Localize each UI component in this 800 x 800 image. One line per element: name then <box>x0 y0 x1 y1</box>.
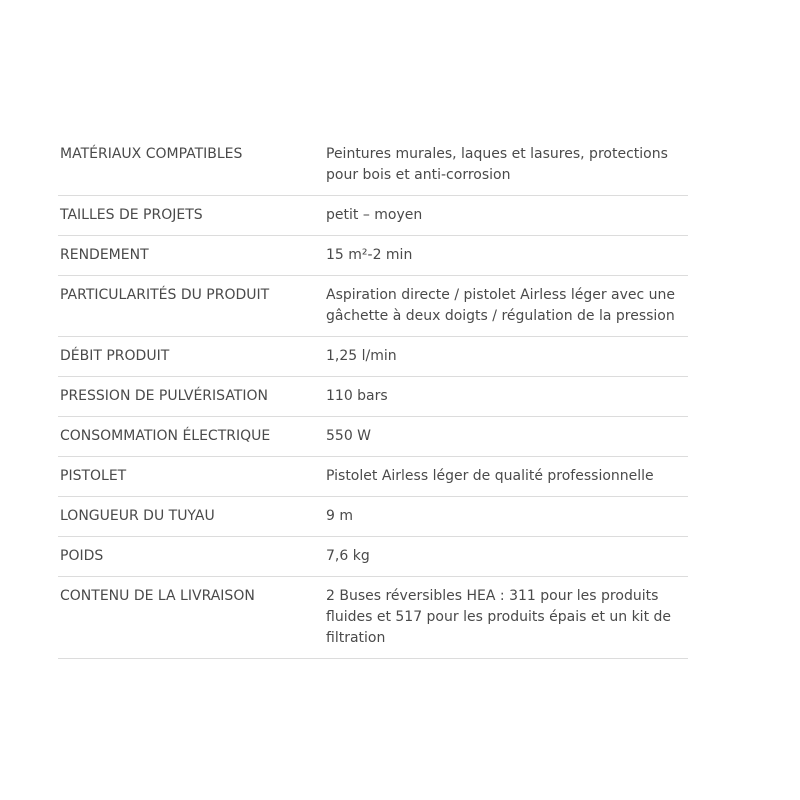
spec-label: PRESSION DE PULVÉRISATION <box>60 388 268 404</box>
spec-value: 110 bars <box>326 388 388 404</box>
spec-row-hose-length <box>58 497 688 537</box>
spec-row-spray-gun <box>58 457 688 497</box>
spec-value: Aspiration directe / pistolet Airless léger avec une gâchette à deux doigts / régulation de la pression <box>326 287 676 324</box>
spec-row-flow-rate <box>58 337 688 377</box>
spec-row-yield <box>58 236 688 276</box>
spec-value: petit – moyen <box>326 207 423 223</box>
spec-value: 7,6 kg <box>326 548 370 564</box>
spec-row-project-sizes <box>58 196 688 236</box>
spec-label: LONGUEUR DU TUYAU <box>60 508 215 524</box>
spec-value: Pistolet Airless léger de qualité professionnelle <box>326 468 654 484</box>
spec-row-product-features <box>58 276 688 337</box>
spec-label: MATÉRIAUX COMPATIBLES <box>60 146 243 162</box>
spec-value: Peintures murales, laques et lasures, protections pour bois et anti-corrosion <box>326 146 668 183</box>
spec-row-power-consumption <box>58 417 688 457</box>
spec-value: 550 W <box>326 428 372 444</box>
spec-label: RENDEMENT <box>60 247 149 263</box>
spec-row-spray-pressure <box>58 377 688 417</box>
spec-value: 2 Buses réversibles HEA : 311 pour les produits fluides et 517 pour les produits épais et un kit de filtration <box>326 588 672 646</box>
spec-label: CONSOMMATION ÉLECTRIQUE <box>60 428 271 444</box>
spec-label: DÉBIT PRODUIT <box>60 348 170 364</box>
spec-label: PISTOLET <box>60 468 127 484</box>
spec-value: 15 m²-2 min <box>326 247 413 263</box>
spec-label: TAILLES DE PROJETS <box>60 207 203 223</box>
spec-label: CONTENU DE LA LIVRAISON <box>60 588 255 604</box>
spec-row-delivery-contents <box>58 577 688 659</box>
spec-row-weight <box>58 537 688 577</box>
spec-label: POIDS <box>60 548 104 564</box>
spec-value: 1,25 l/min <box>326 348 397 364</box>
product-specs-table <box>58 135 688 659</box>
spec-label: PARTICULARITÉS DU PRODUIT <box>60 287 270 303</box>
spec-row-compatible-materials <box>58 135 688 196</box>
spec-value: 9 m <box>326 508 353 524</box>
